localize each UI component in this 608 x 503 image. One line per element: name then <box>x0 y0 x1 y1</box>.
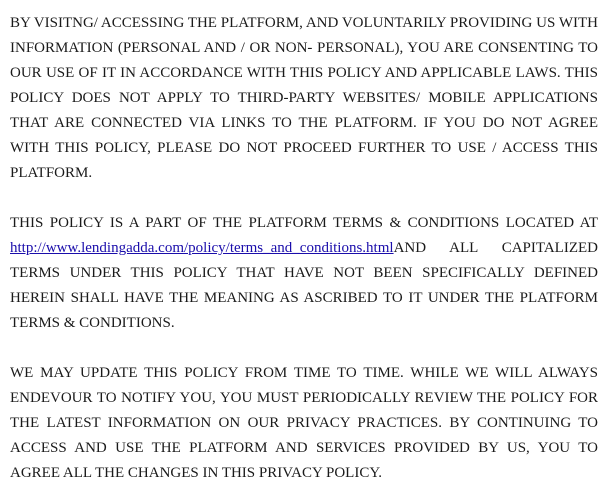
terms-and-conditions-link[interactable]: http://www.lendingadda.com/policy/terms_and_conditions.html <box>10 240 394 256</box>
policy-paragraph-consent: BY VISITNG/ ACCESSING THE PLATFORM, AND VOLUNTARILY PROVIDING US WITH INFORMATION (PERSONAL AND / OR NON- PERSONAL), YOU ARE CONSENTING TO OUR USE OF IT IN ACCORDANCE WITH THIS POLICY AND APPLICABLE LAWS. THIS POLICY DOES NOT APPLY TO THIRD-PARTY WEBSITES/ MOBILE APPLICATIONS THAT ARE CONNECTED VIA LINKS TO THE PLATFORM. IF YOU DO NOT AGREE WITH THIS POLICY, PLEASE DO NOT PROCEED FURTHER TO USE / ACCESS THIS PLATFORM. <box>10 15 598 181</box>
policy-terms-text-before-link: THIS POLICY IS A PART OF THE PLATFORM TERMS & CONDITIONS LOCATED AT <box>10 215 598 231</box>
policy-paragraph-updates: WE MAY UPDATE THIS POLICY FROM TIME TO TIME. WHILE WE WILL ALWAYS ENDEVOUR TO NOTIFY YOU, YOU MUST PERIODICALLY REVIEW THE POLICY FOR THE LATEST INFORMATION ON OUR PRIVACY PRACTICES. BY CONTINUING TO ACCESS AND USE THE PLATFORM AND SERVICES PROVIDED BY US, YOU TO AGREE ALL THE CHANGES IN THIS PRIVACY POLICY. <box>10 365 598 481</box>
policy-paragraph-terms <box>10 211 598 336</box>
policy-terms-text-after-link: AND ALL CAPITALIZED TERMS UNDER THIS POLICY THAT HAVE NOT BEEN SPECIFICALLY DEFINED HEREIN SHALL HAVE THE MEANING AS ASCRIBED TO IT UNDER THE PLATFORM TERMS & CONDITIONS. <box>10 240 598 331</box>
